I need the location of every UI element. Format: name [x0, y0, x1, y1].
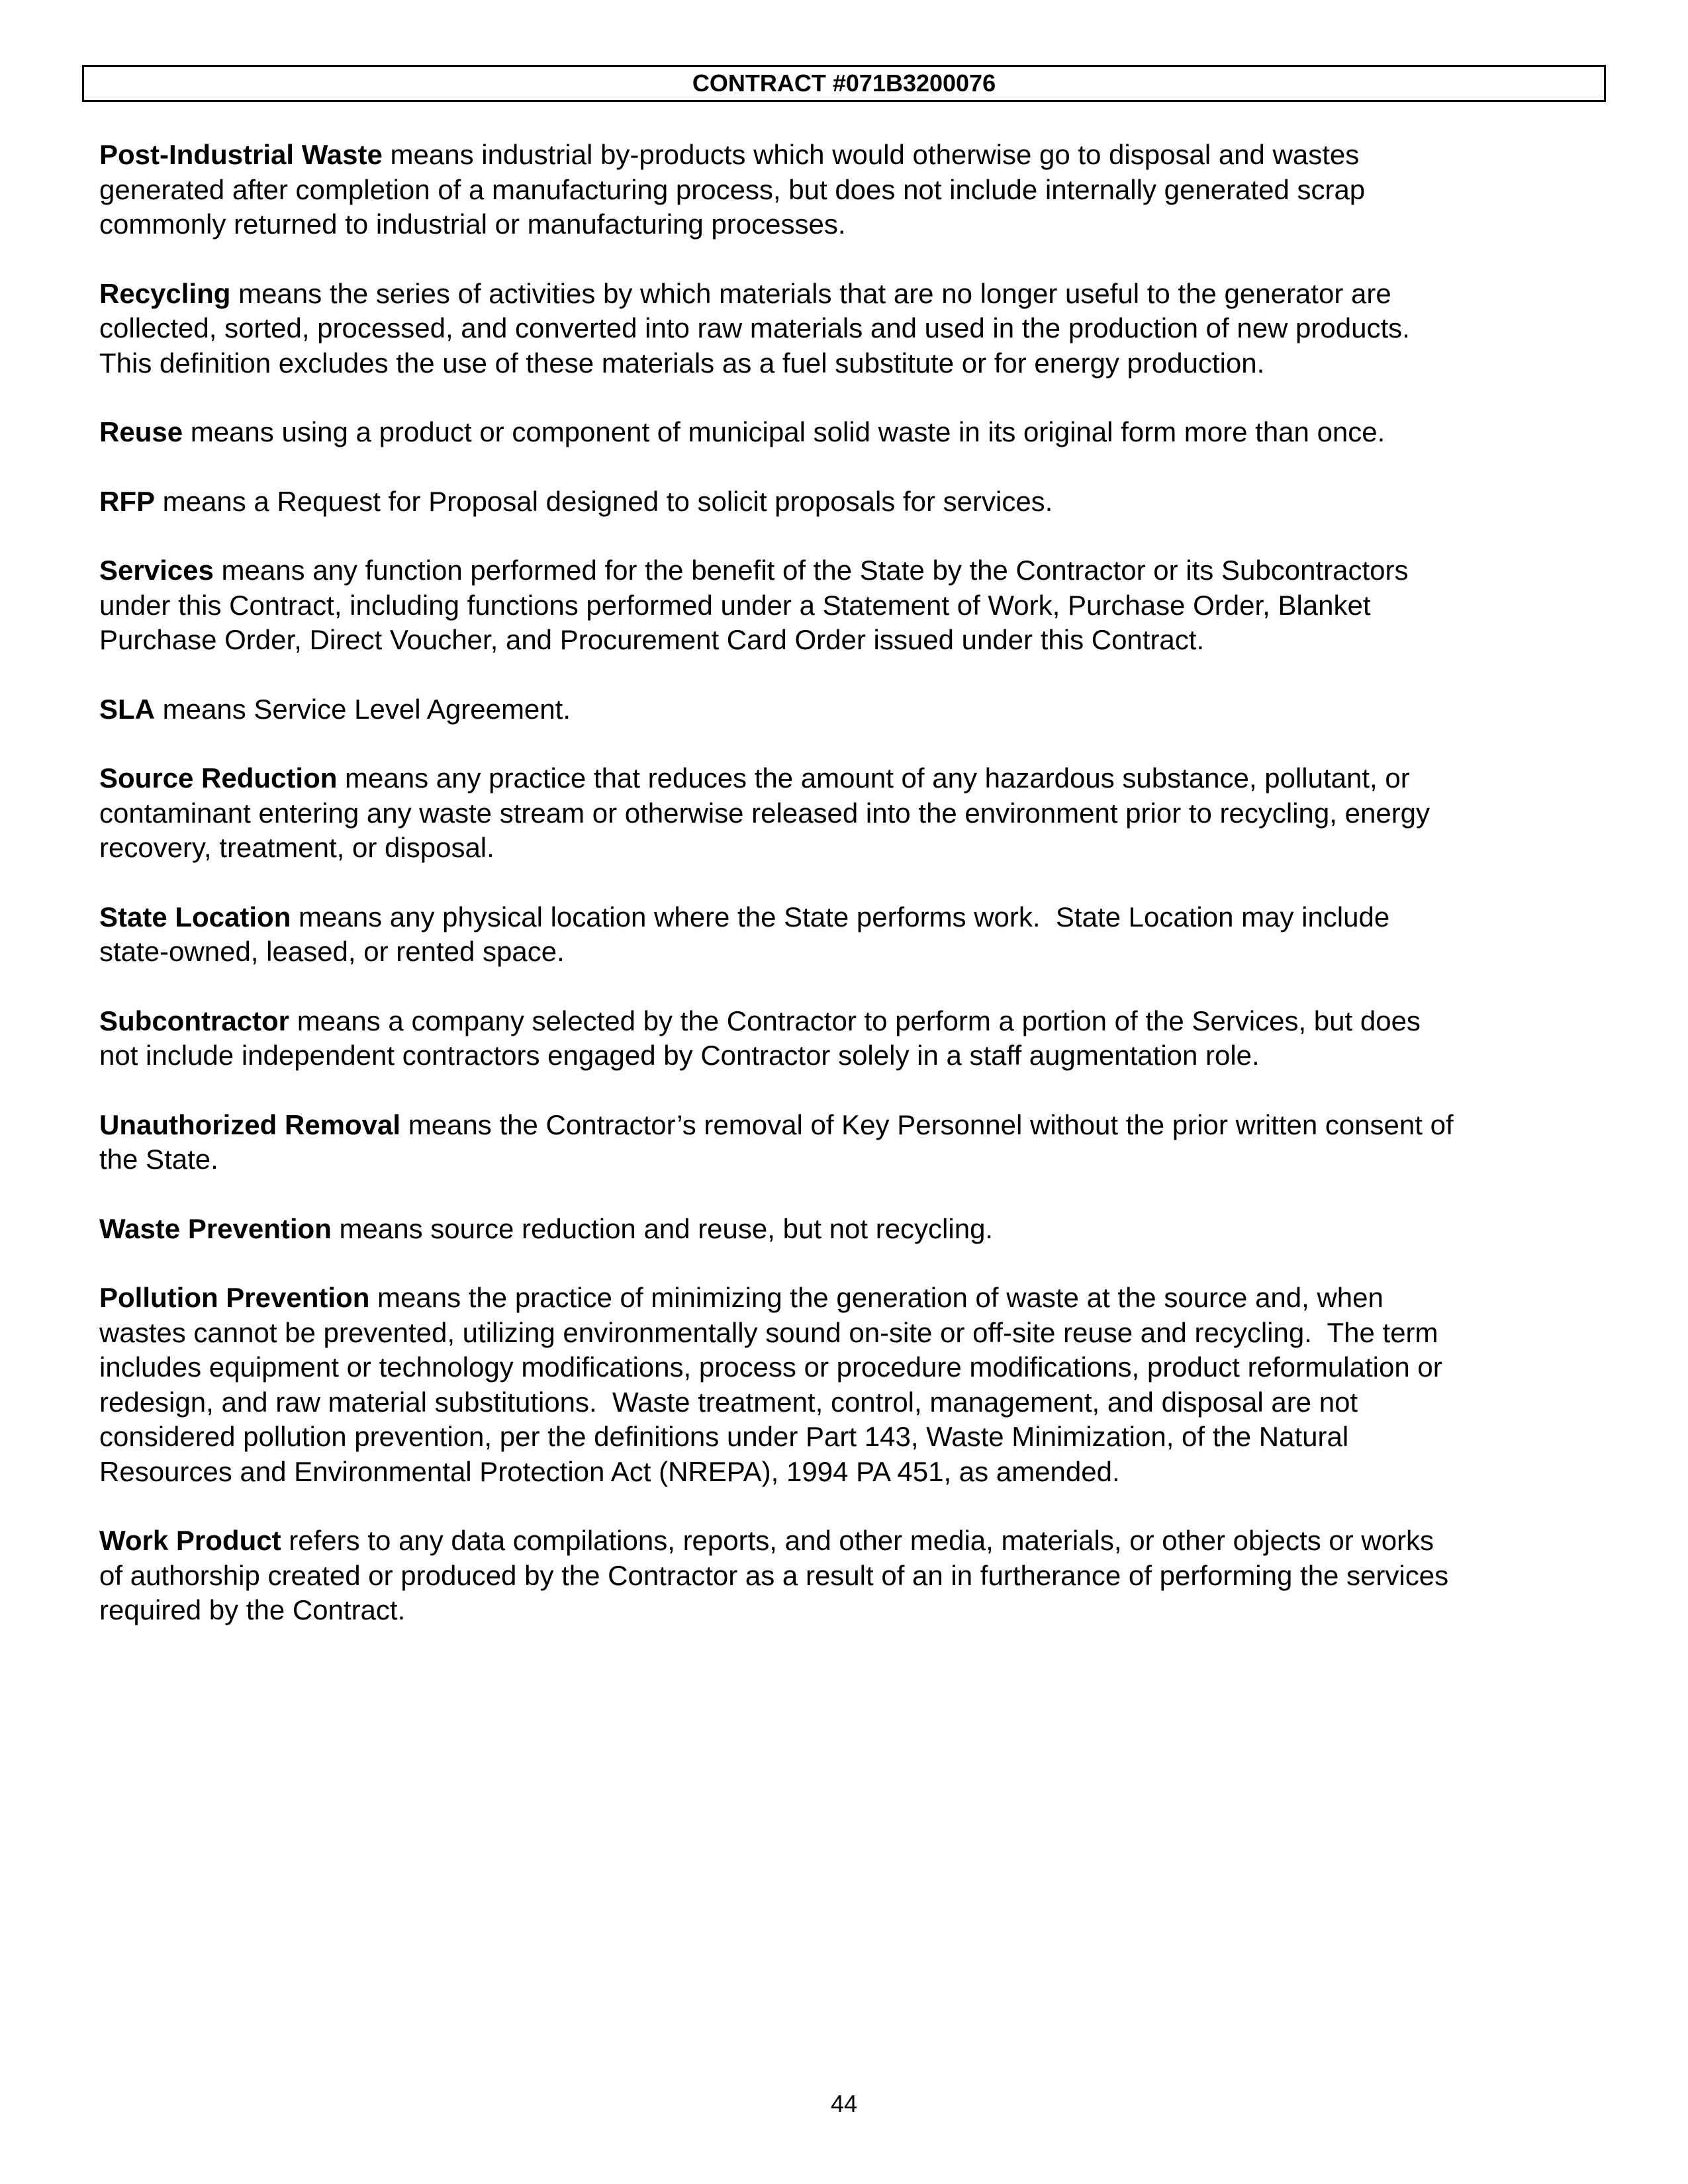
contract-title: CONTRACT #071B3200076	[692, 69, 996, 97]
contract-header	[82, 65, 1606, 102]
definition-text-line: Resources and Environmental Protection Act (NREPA), 1994 PA 451, as amended.	[99, 1455, 1120, 1487]
definition-entry	[99, 1004, 1602, 1073]
definition-term: Reuse	[99, 416, 183, 447]
definition-entry	[99, 1524, 1602, 1628]
definition-text-line: recovery, treatment, or disposal.	[99, 832, 494, 863]
definition-term: SLA	[99, 693, 155, 725]
definition-entry	[99, 415, 1602, 450]
definition-text-line: means the series of activities by which materials that are no longer useful to the generator are	[230, 277, 1391, 309]
definition-text-line: under this Contract, including functions performed under a Statement of Work, Purchase Order, Blanket	[99, 589, 1371, 621]
definition-text-line: This definition excludes the use of these materials as a fuel substitute or for energy production.	[99, 347, 1265, 379]
definition-entry	[99, 900, 1602, 970]
definition-entry	[99, 553, 1602, 658]
definition-text-line: wastes cannot be prevented, utilizing environmentally sound on-site or off-site reuse and recycling. The term	[99, 1316, 1438, 1348]
definition-term: Pollution Prevention	[99, 1282, 370, 1313]
definition-text-line: the State.	[99, 1144, 218, 1175]
definition-term: State Location	[99, 901, 291, 933]
definition-entry	[99, 761, 1602, 866]
definition-text-line: state-owned, leased, or rented space.	[99, 936, 565, 967]
definition-text-line: means source reduction and reuse, but not recycling.	[331, 1212, 994, 1244]
definition-text-line: commonly returned to industrial or manufacturing processes.	[99, 208, 846, 240]
definition-term: Recycling	[99, 277, 231, 309]
definition-text-line: includes equipment or technology modifications, process or procedure modifications, product reformulation or	[99, 1351, 1442, 1383]
definition-text-line: contaminant entering any waste stream or otherwise released into the environment prior to recycling, energy	[99, 797, 1430, 829]
definition-entry	[99, 1108, 1602, 1177]
definition-entry	[99, 484, 1602, 520]
definition-text-line: means any physical location where the State performs work. State Location may include	[291, 901, 1390, 933]
definition-text-line: not include independent contractors engaged by Contractor solely in a staff augmentation role.	[99, 1040, 1260, 1071]
definition-text-line: Purchase Order, Direct Voucher, and Procurement Card Order issued under this Contract.	[99, 624, 1205, 655]
definition-term: Subcontractor	[99, 1005, 290, 1036]
definition-term: Services	[99, 555, 214, 586]
definition-text-line: collected, sorted, processed, and converted into raw materials and used in the production of new products.	[99, 312, 1410, 343]
definition-text-line: means industrial by-products which would otherwise go to disposal and wastes	[382, 139, 1360, 170]
definition-text-line: considered pollution prevention, per the definitions under Part 143, Waste Minimization, of the Natural	[99, 1421, 1349, 1452]
definition-text-line: means any function performed for the benefit of the State by the Contractor or its Subcontractors	[213, 555, 1409, 586]
definitions-list	[99, 138, 1602, 1662]
definition-entry	[99, 1212, 1602, 1247]
definition-text-line: means Service Level Agreement.	[155, 693, 571, 725]
definition-text-line: means using a product or component of municipal solid waste in its original form more than once.	[183, 416, 1385, 447]
definition-text-line: means the Contractor’s removal of Key Personnel without the prior written consent of	[400, 1109, 1454, 1140]
definition-text-line: means a Request for Proposal designed to solicit proposals for services.	[155, 485, 1053, 517]
definition-text-line: redesign, and raw material substitutions. Waste treatment, control, management, and disposal are not	[99, 1386, 1358, 1418]
definition-text-line: required by the Contract.	[99, 1594, 406, 1625]
definition-term: Work Product	[99, 1525, 281, 1556]
definition-text-line: means a company selected by the Contractor to perform a portion of the Services, but does	[289, 1005, 1421, 1036]
definition-text-line: means the practice of minimizing the generation of waste at the source and, when	[369, 1282, 1383, 1313]
definition-entry	[99, 692, 1602, 727]
definition-term: Post-Industrial Waste	[99, 139, 383, 170]
definition-text-line: refers to any data compilations, reports, and other media, materials, or other objects or works	[281, 1525, 1434, 1556]
definition-entry	[99, 138, 1602, 242]
definition-text-line: of authorship created or produced by the Contractor as a result of an in furtherance of performing the services	[99, 1559, 1449, 1591]
definition-text-line: means any practice that reduces the amount of any hazardous substance, pollutant, or	[337, 762, 1410, 794]
definition-entry	[99, 1281, 1602, 1489]
page-number: 44	[830, 2090, 858, 2117]
definition-term: Waste Prevention	[99, 1212, 332, 1244]
definition-term: Source Reduction	[99, 762, 338, 794]
definition-entry	[99, 277, 1602, 381]
definition-text-line: generated after completion of a manufacturing process, but does not include internally generated scrap	[99, 173, 1366, 205]
definition-term: Unauthorized Removal	[99, 1109, 401, 1140]
definition-term: RFP	[99, 485, 155, 517]
